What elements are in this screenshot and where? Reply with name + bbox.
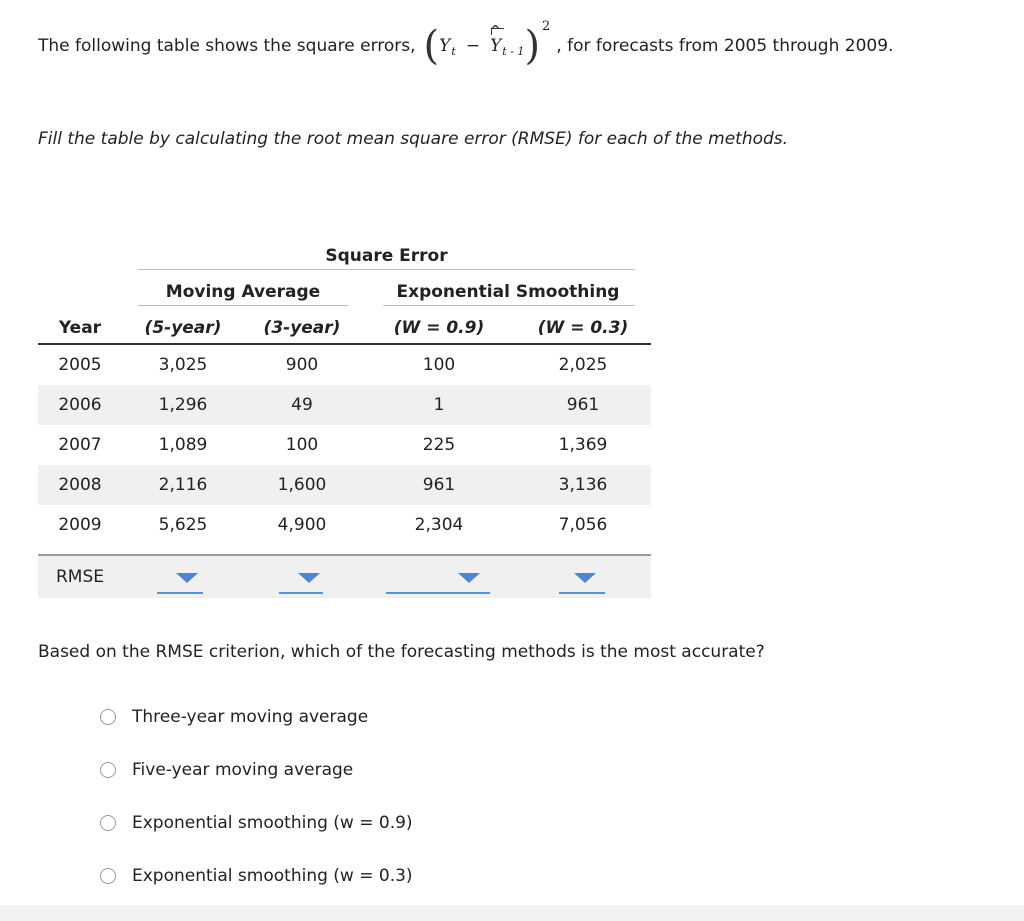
cell-ma3: 1,600 (277, 475, 327, 495)
radio-button[interactable] (100, 868, 116, 884)
cell-es3: 7,056 (558, 515, 608, 535)
cell-es3: 3,136 (558, 475, 608, 495)
table-row (38, 425, 651, 465)
group-header-row (38, 272, 651, 312)
group-header-moving-average: Moving Average (165, 282, 321, 302)
cell-es9: 2,304 (414, 515, 464, 535)
table-row (38, 345, 651, 385)
radio-button[interactable] (100, 815, 116, 831)
cell-year: 2005 (58, 355, 102, 375)
formula-sub: t - 1 (502, 44, 525, 58)
instruction: Fill the table by calculating the root mean square error (RMSE) for each of the methods. (38, 129, 789, 149)
col-ma5: (5-year) (144, 318, 222, 338)
radio-button[interactable] (100, 709, 116, 725)
cell-ma3: 900 (285, 355, 319, 375)
cell-ma3: 49 (291, 395, 313, 415)
formula-t: t (451, 44, 456, 58)
option-label: Exponential smoothing (w = 0.3) (132, 866, 413, 886)
cell-es3: 1,369 (558, 435, 608, 455)
cell-es9: 1 (433, 395, 445, 415)
intro-after: , for forecasts from 2005 through 2009. (556, 36, 894, 56)
intro-text (38, 18, 893, 74)
divider (138, 269, 635, 270)
formula-yhat: Y (490, 36, 502, 56)
formula-exponent: 2 (542, 18, 551, 34)
option-es-09[interactable] (100, 811, 413, 835)
option-es-03[interactable] (100, 864, 413, 888)
option-five-year-ma[interactable] (100, 758, 353, 782)
divider (383, 305, 635, 306)
cell-year: 2007 (58, 435, 102, 455)
cell-year: 2006 (58, 395, 102, 415)
option-three-year-ma[interactable] (100, 705, 368, 729)
col-es3: (W = 0.3) (537, 318, 629, 338)
footer-strip (0, 905, 1024, 921)
cell-ma3: 100 (285, 435, 319, 455)
dropdown-arrow-icon (176, 573, 198, 583)
cell-es9: 961 (422, 475, 456, 495)
question-text: Based on the RMSE criterion, which of the forecasting methods is the most accurate? (38, 642, 765, 662)
cell-es3: 2,025 (558, 355, 608, 375)
radio-button[interactable] (100, 762, 116, 778)
hat-icon: ^ (489, 22, 502, 40)
super-header: Square Error (325, 246, 448, 266)
cell-ma5: 1,089 (158, 435, 208, 455)
square-error-formula: ( Y t − ^ Y t - 1 ) 2 (423, 18, 551, 69)
col-year: Year (58, 318, 102, 338)
column-header-row (38, 308, 651, 348)
rmse-label: RMSE (55, 567, 104, 587)
cell-ma3: 4,900 (277, 515, 327, 535)
cell-ma5: 1,296 (158, 395, 208, 415)
cell-year: 2009 (58, 515, 102, 535)
cell-ma5: 5,625 (158, 515, 208, 535)
dropdown-arrow-icon (458, 573, 480, 583)
rmse-ma3-dropdown[interactable] (279, 578, 323, 594)
group-header-exponential-smoothing: Exponential Smoothing (396, 282, 620, 302)
formula-minus: − (465, 36, 481, 56)
cell-es9: 225 (422, 435, 456, 455)
divider (138, 305, 348, 306)
cell-ma5: 2,116 (158, 475, 208, 495)
cell-es3: 961 (566, 395, 600, 415)
super-header-row (38, 236, 651, 276)
table-row (38, 385, 651, 425)
col-es9: (W = 0.9) (393, 318, 485, 338)
formula-y: Y (439, 36, 451, 56)
col-ma3: (3-year) (263, 318, 341, 338)
rmse-es3-dropdown[interactable] (559, 578, 605, 594)
rmse-es9-dropdown[interactable] (386, 578, 490, 594)
rmse-ma5-dropdown[interactable] (157, 578, 203, 594)
dropdown-arrow-icon (574, 573, 596, 583)
dropdown-arrow-icon (298, 573, 320, 583)
table-row (38, 465, 651, 505)
option-label: Three-year moving average (132, 707, 369, 727)
option-label: Five-year moving average (132, 760, 354, 780)
intro-before: The following table shows the square errors, (38, 36, 416, 56)
cell-es9: 100 (422, 355, 456, 375)
cell-year: 2008 (58, 475, 102, 495)
option-label: Exponential smoothing (w = 0.9) (132, 813, 413, 833)
cell-ma5: 3,025 (158, 355, 208, 375)
table-row (38, 505, 651, 545)
